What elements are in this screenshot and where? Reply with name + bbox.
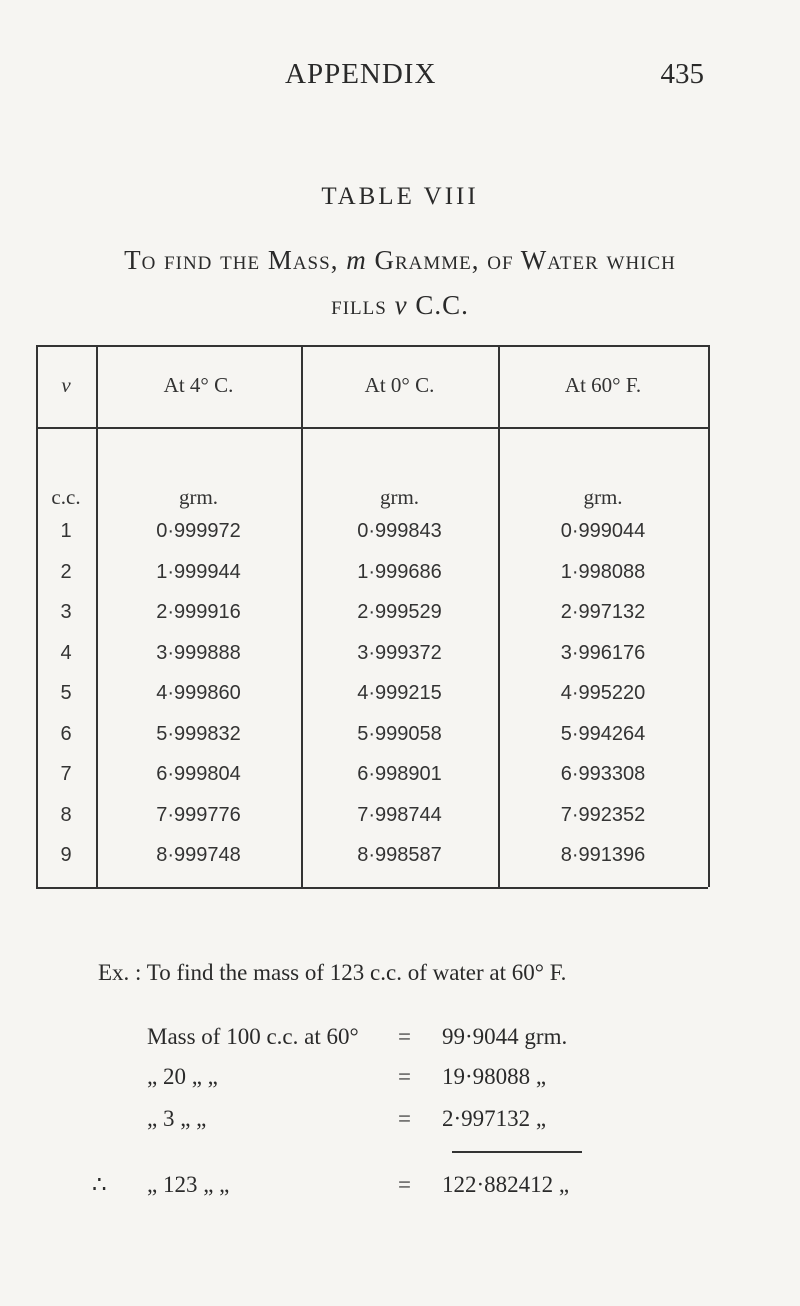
table-cell: 8·991396: [560, 844, 646, 866]
row-volume: 5: [60, 682, 72, 704]
table-cell: 6·993308: [560, 763, 646, 785]
table-cell: 7·992352: [560, 803, 646, 826]
table-cell: 4·999860: [156, 682, 241, 704]
table-cell: 3·999888: [156, 641, 241, 664]
table-cell: 5·999058: [357, 722, 442, 745]
calc-result: 19·98088 „: [442, 1064, 547, 1089]
calc-result: 99·9044 grm.: [442, 1024, 568, 1049]
table-cell: 4·995220: [560, 682, 646, 704]
table-cell: 8·999748: [156, 844, 241, 866]
table-caption-line1: To find the Mass, m Gramme, of Water which: [124, 245, 676, 275]
row-volume: 8: [60, 803, 72, 826]
equals-sign: =: [398, 1172, 411, 1197]
page-number: 435: [660, 58, 704, 90]
table-cell: 1·998088: [560, 560, 646, 583]
table-cell: 6·998901: [357, 763, 442, 785]
row-volume: 6: [60, 722, 72, 745]
unit-label: c.c.: [51, 485, 81, 509]
table-cell: 1·999686: [357, 560, 442, 583]
column-header: At 4° C.: [163, 373, 234, 397]
column-header: v: [61, 373, 71, 397]
unit-label: grm.: [583, 485, 623, 509]
mass-of-water-table: [36, 345, 708, 887]
table-column-rule: [708, 345, 710, 887]
row-volume: 1: [60, 520, 72, 542]
table-top-rule: [36, 345, 708, 347]
table-cell: 0·999044: [560, 520, 646, 542]
example-intro: Ex. : To find the mass of 123 c.c. of water at 60° F.: [98, 960, 567, 985]
row-volume: 2: [60, 560, 72, 583]
table-cell: 0·999972: [156, 520, 241, 542]
column-header: At 0° C.: [364, 373, 435, 397]
calc-label: Mass of 100 c.c. at 60°: [147, 1024, 359, 1049]
row-volume: 9: [60, 844, 72, 866]
column-header: At 60° F.: [564, 373, 642, 397]
table-title: TABLE VIII: [321, 183, 479, 210]
table-cell: 8·998587: [357, 844, 442, 866]
calc-label: „ 123 „ „: [147, 1172, 230, 1197]
equals-sign: =: [398, 1024, 411, 1049]
calc-result: 122·882412 „: [442, 1172, 570, 1197]
table-cell: 2·999529: [357, 601, 442, 623]
equals-sign: =: [398, 1064, 411, 1089]
sum-rule: [452, 1151, 582, 1153]
table-bottom-rule: [36, 887, 708, 889]
table-cell: 7·998744: [357, 803, 442, 826]
table-cell: 5·999832: [156, 722, 241, 745]
table-cell: 5·994264: [560, 722, 646, 745]
table-cell: 0·999843: [357, 520, 442, 542]
table-cell: 7·999776: [156, 803, 241, 826]
running-head: APPENDIX: [285, 58, 437, 90]
table-cell: 2·997132: [560, 601, 646, 623]
table-cell: 1·999944: [156, 560, 241, 583]
calc-label: „ 20 „ „: [147, 1064, 218, 1089]
calc-label: „ 3 „ „: [147, 1106, 207, 1131]
table-cell: 3·996176: [560, 641, 646, 664]
table-caption-line2: fills v C.C.: [331, 290, 469, 320]
page-header: [0, 58, 800, 98]
row-volume: 4: [60, 641, 72, 664]
row-volume: 7: [60, 763, 72, 785]
equals-sign: =: [398, 1106, 411, 1131]
unit-label: grm.: [178, 485, 219, 509]
table-cell: 3·999372: [357, 641, 442, 664]
table-cell: 4·999215: [357, 682, 442, 704]
therefore-sign: ∴: [92, 1172, 107, 1197]
table-header-rule: [36, 427, 708, 429]
row-volume: 3: [60, 601, 72, 623]
unit-label: grm.: [379, 485, 420, 509]
table-cell: 2·999916: [156, 601, 241, 623]
calc-result: 2·997132 „: [442, 1106, 547, 1131]
table-cell: 6·999804: [156, 763, 241, 785]
